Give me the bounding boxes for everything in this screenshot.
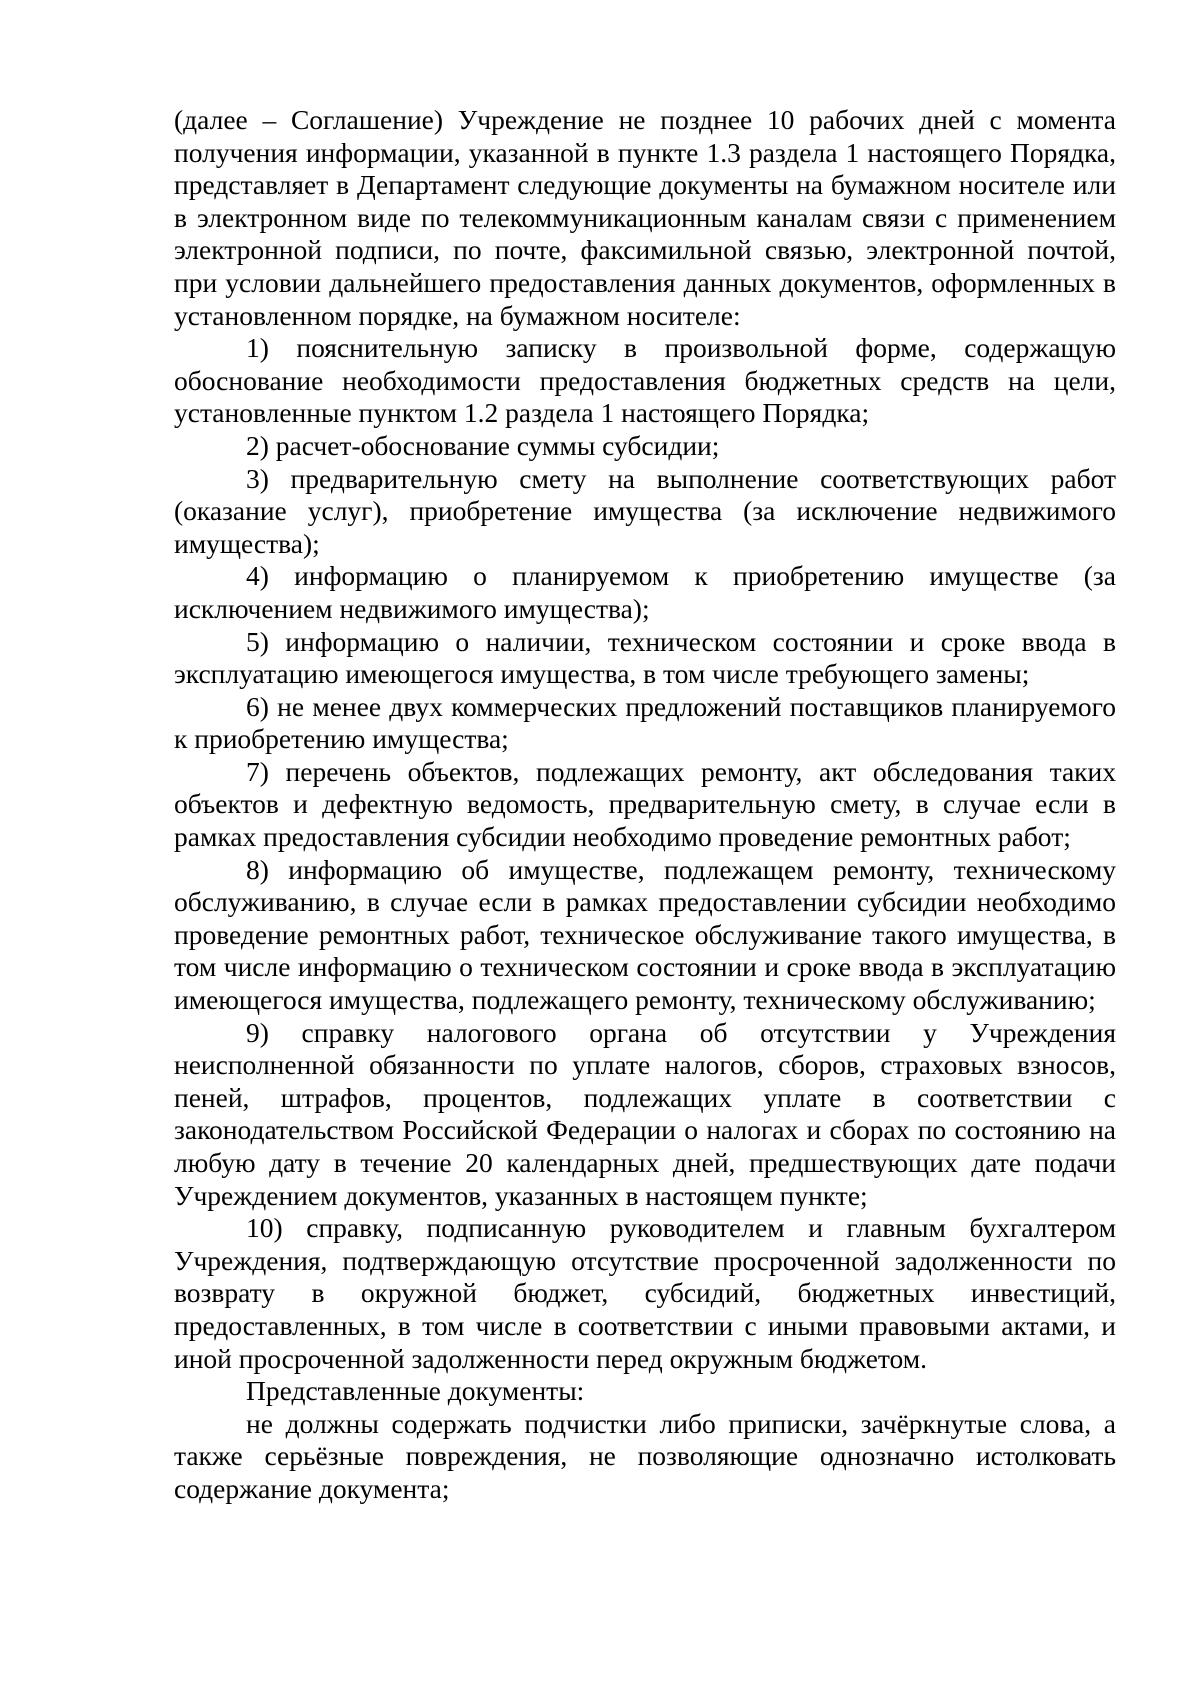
paragraph-requirement: не должны содержать подчистки либо приписки, зачёркнутые слова, а также серьёзные повреждения, не позволяющие однозначно истолковать содержание документа; bbox=[174, 1407, 1116, 1504]
paragraph-item-6: 6) не менее двух коммерческих предложений поставщиков планируемого к приобретению имущества; bbox=[174, 690, 1116, 755]
paragraph-intro: (далее – Соглашение) Учреждение не позднее 10 рабочих дней с момента получения информации, указанной в пункте 1.3 раздела 1 настоящего Порядка, представляет в Департамент следующие документы на бумажном носителе или в электронном виде по телекоммуникационным каналам связи с применением электронной подписи, по почте, факсимильной связью, электронной почтой, при условии дальнейшего предоставления данных документов, оформленных в установленном порядке, на бумажном носителе: bbox=[174, 104, 1116, 331]
document-page bbox=[174, 104, 1116, 1506]
paragraph-documents-heading: Представленные документы: bbox=[246, 1375, 585, 1407]
paragraph-item-10: 10) справку, подписанную руководителем и главным бухгалтером Учреждения, подтверждающую отсутствие просроченной задолженности по возврату в окружной бюджет, субсидий, бюджетных инвестиций, предоставленных, в том числе в соответствии с иными правовыми актами, и иной просроченной задолженности перед окружным бюджетом. bbox=[174, 1212, 1116, 1374]
paragraph-item-4: 4) информацию о планируемом к приобретению имуществе (за исключением недвижимого имущества); bbox=[174, 560, 1116, 624]
paragraph-item-8: 8) информацию об имуществе, подлежащем ремонту, техническому обслуживанию, в случае если в рамках предоставлении субсидии необходимо проведение ремонтных работ, техническое обслуживание такого имущества, в том числе информацию о техническом состоянии и сроке ввода в эксплуатацию имеющегося имущества, подлежащего ремонту, техническому обслуживанию; bbox=[174, 853, 1116, 1016]
paragraph-item-9: 9) справку налогового органа об отсутствии у Учреждения неисполненной обязанности по уплате налогов, сборов, страховых взносов, пеней, штрафов, процентов, подлежащих уплате в соответствии с законодательством Российской Федерации о налогах и сборах по состоянию на любую дату в течение 20 календарных дней, предшествующих дате подачи Учреждением документов, указанных в настоящем пункте; bbox=[174, 1016, 1116, 1211]
paragraph-item-1: 1) пояснительную записку в произвольной форме, содержащую обоснование необходимости предоставления бюджетных средств на цели, установленные пунктом 1.2 раздела 1 настоящего Порядка; bbox=[174, 332, 1116, 429]
paragraph-item-3: 3) предварительную смету на выполнение соответствующих работ (оказание услуг), приобретение имущества (за исключение недвижимого имущества); bbox=[174, 462, 1116, 559]
paragraph-item-7: 7) перечень объектов, подлежащих ремонту, акт обследования таких объектов и дефектную ведомость, предварительную смету, в случае если в рамках предоставления субсидии необходимо проведение ремонтных работ; bbox=[174, 755, 1116, 853]
paragraph-item-5: 5) информацию о наличии, техническом состоянии и сроке ввода в эксплуатацию имеющегося имущества, в том числе требующего замены; bbox=[174, 625, 1116, 690]
paragraph-item-2: 2) расчет-обоснование суммы субсидии; bbox=[246, 429, 720, 461]
